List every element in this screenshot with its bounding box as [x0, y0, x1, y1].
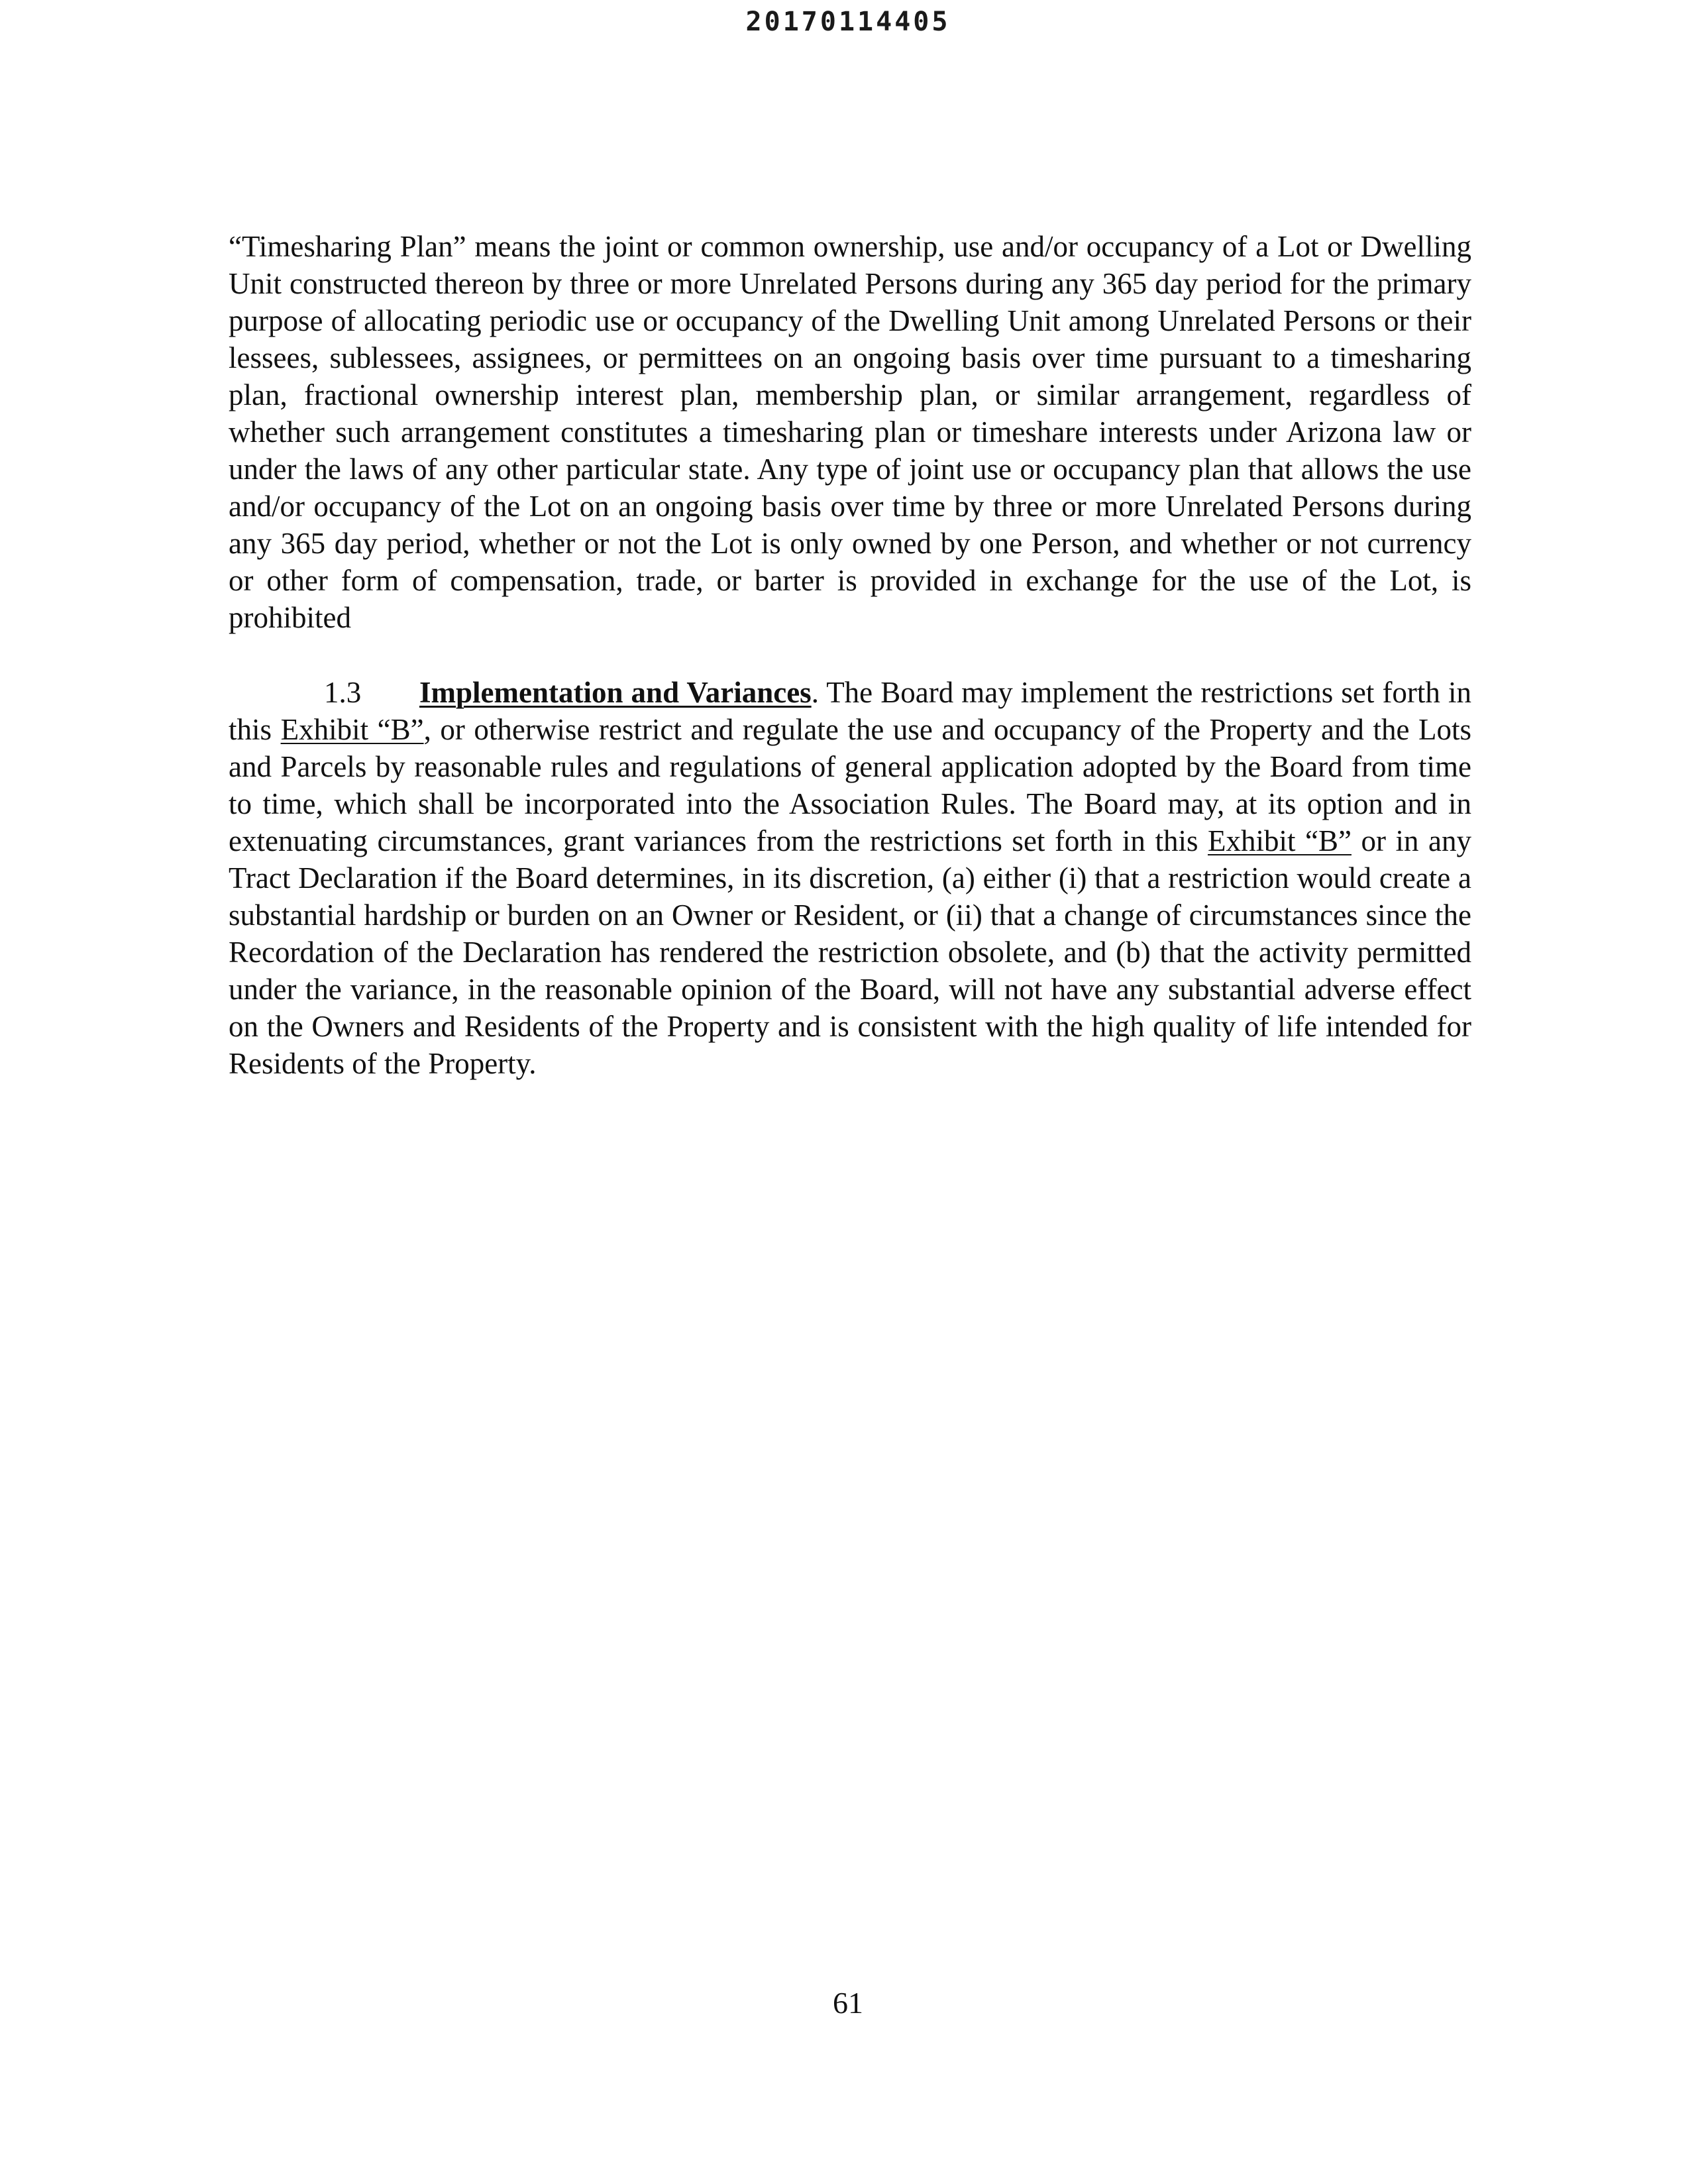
recording-number: 20170114405: [745, 7, 951, 37]
section-title-period: .: [811, 676, 819, 709]
exhibit-b-reference-1: Exhibit “B”: [280, 713, 424, 746]
section-title: Implementation and Variances: [419, 676, 812, 709]
section-text-part-1: The Board may implement the restrictions set forth in this: [229, 676, 1471, 746]
document-body: [229, 228, 1471, 1082]
section-text-part-3: or in any Tract Declaration if the Board determines, in its discretion, (a) either (i) that a restriction would create a substantial hardship or burden on an Owner or Resident, or (ii) that a change of circumstances since the Recordation of the Declaration has rendered the restriction obsolete, and (b) that the activity permitted under the variance, in the reasonable opinion of the Board, will not have any substantial adverse effect on the Owners and Residents of the Property and is consistent with the high quality of life intended for Residents of the Property.: [229, 824, 1471, 1080]
section-1-3-paragraph: [229, 674, 1471, 1082]
page-number: 61: [833, 1986, 863, 2020]
section-text-part-2: , or otherwise restrict and regulate the use and occupancy of the Property and the Lots and Parcels by reasonable rules and regulations of general application adopted by the Board from time to time, which shall be incorporated into the Association Rules. The Board may, at its option and in extenuating circumstances, grant variances from the restrictions set forth in this: [229, 713, 1471, 857]
timesharing-plan-definition: “Timesharing Plan” means the joint or common ownership, use and/or occupancy of a Lot or Dwelling Unit constructed thereon by three or more Unrelated Persons during any 365 day period for the primary purpose of allocating periodic use or occupancy of the Dwelling Unit among Unrelated Persons or their lessees, sublessees, assignees, or permittees on an ongoing basis over time pursuant to a timesharing plan, fractional ownership interest plan, membership plan, or similar arrangement, regardless of whether such arrangement constitutes a timesharing plan or timeshare interests under Arizona law or under the laws of any other particular state. Any type of joint use or occupancy plan that allows the use and/or occupancy of the Lot on an ongoing basis over time by three or more Unrelated Persons during any 365 day period, whether or not the Lot is only owned by one Person, and whether or not currency or other form of compensation, trade, or barter is provided in exchange for the use of the Lot, is prohibited: [229, 230, 1471, 634]
section-number: 1.3: [324, 676, 362, 709]
exhibit-b-reference-2: Exhibit “B”: [1208, 824, 1352, 857]
